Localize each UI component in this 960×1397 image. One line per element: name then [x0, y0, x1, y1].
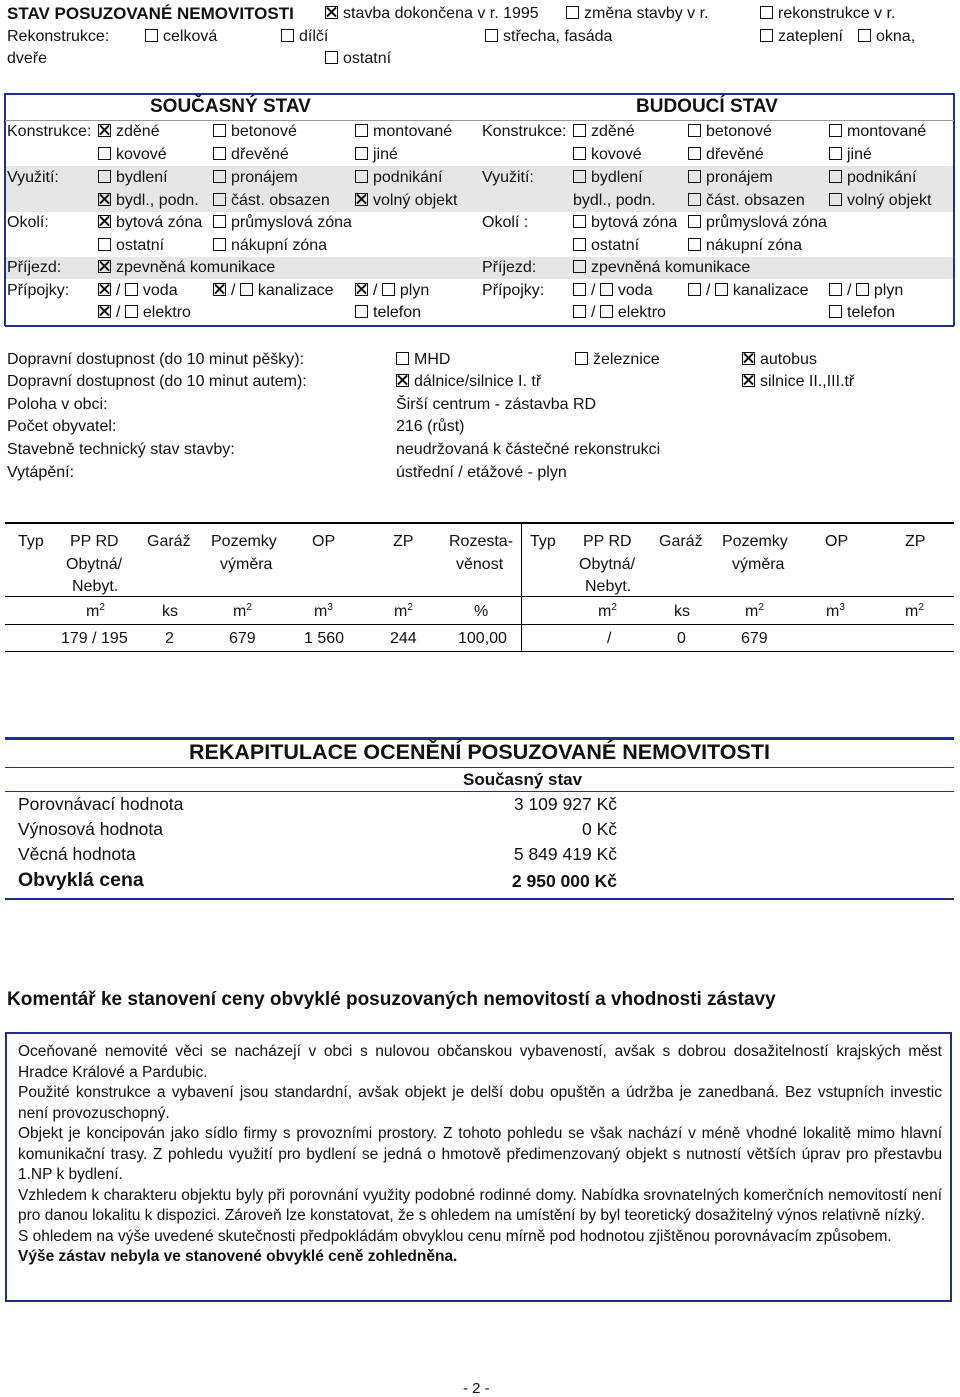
col-pozemky-2: výměra [220, 556, 273, 573]
col-pozemky-2-f: výměra [732, 556, 785, 573]
poloha-value: Širší centrum - zástavba RD [396, 396, 597, 413]
col-zp-f: ZP [905, 533, 926, 550]
col-roz-1: Rozesta- [449, 533, 514, 550]
checkbox-icon [829, 124, 842, 137]
val-zp: 244 [390, 630, 417, 647]
col-pp-3-f: Nebyt. [585, 578, 632, 595]
label: betonové [706, 123, 772, 140]
col-pozemky-1-f: Pozemky [722, 533, 788, 550]
label: zpevněná komunikace [591, 259, 751, 276]
checkbox-icon [573, 215, 586, 228]
checked-box-icon [742, 374, 755, 387]
comment-paragraph: Vzhledem k charakteru objektu byly při porovnání využity podobné rodinné domy. Nabídka srovnatelných komerčních nemovitostí není pro danou lokalitu k dispozici. Zároveň lze konstatovat, že s ohledem na umístění by byl teoretický dosažitelný výnos relativně nízký. [18, 1186, 942, 1224]
checkbox-icon [829, 147, 842, 160]
checkbox-icon [575, 352, 588, 365]
col-typ: Typ [18, 533, 44, 550]
cur-voda[interactable] [98, 282, 178, 300]
label: / [847, 282, 852, 299]
checkbox-icon [573, 147, 586, 160]
cur-bytova[interactable] [98, 214, 202, 232]
col-pozemky-1: Pozemky [211, 533, 277, 550]
label: okna, [876, 28, 916, 45]
fut-jine[interactable] [829, 146, 872, 164]
checkbox-dilci[interactable] [281, 28, 328, 46]
fut-elektro[interactable] [573, 304, 666, 322]
label: dřevěné [706, 146, 764, 163]
label: jiné [847, 146, 872, 163]
label: jiné [373, 146, 398, 163]
checkbox-icon [396, 352, 409, 365]
current-state-header: SOUČASNÝ STAV [150, 96, 311, 117]
prijezd-label: Příjezd: [7, 259, 62, 276]
table-left-border [4, 93, 6, 326]
comment-paragraph: Oceňované nemovité věci se nacházejí v obci s nulovou občanskou vybaveností, avšak s dobrou dosažitelností krajských měst Hradce Králové a Pardubic. [18, 1043, 942, 1081]
label: průmyslová zóna [231, 214, 352, 231]
unit: m [745, 603, 759, 620]
future-state-header: BUDOUCÍ STAV [636, 96, 778, 117]
fut-nakupni[interactable] [688, 237, 802, 255]
val-pozemky-f: 679 [741, 630, 768, 647]
checkbox-icon [829, 305, 842, 318]
unit: m [233, 603, 247, 620]
fut-zpevnena[interactable] [573, 259, 750, 277]
checkbox-zmena[interactable] [566, 5, 709, 23]
fut-bydleni[interactable] [573, 169, 643, 187]
table-top-border [5, 93, 954, 95]
cur-cast-obsazen[interactable] [213, 192, 330, 210]
label: střecha, fasáda [503, 28, 613, 45]
col-garaz: Garáž [147, 533, 191, 550]
cur-ostatni[interactable] [98, 237, 164, 255]
checkbox-icon [688, 238, 701, 251]
label: telefon [373, 304, 422, 321]
col-pp-2: Obytná/ [66, 556, 123, 573]
autem-label: Dopravní dostupnost (do 10 minut autem): [7, 373, 307, 390]
checkbox-dokoncena[interactable] [325, 5, 539, 23]
label: změna stavby v r. [584, 5, 709, 22]
checked-box-icon [98, 193, 111, 206]
cur-zpevnena[interactable] [98, 259, 275, 277]
checkbox-icon [355, 170, 368, 183]
fut-betonove[interactable] [688, 123, 772, 141]
label: bydlení [591, 169, 643, 186]
comment-paragraph: Objekt je koncipován jako sídlo firmy s provozními prostory. Z tohoto pohledu se však nachází v méně vhodné lokalitě mimo hlavní komunikační trasy. Z pohledu využití pro bydlení se jedná o hmotově předimenzovaný objekt s nutností větších úprav pro přestavbu 1.NP k bydlení. [18, 1125, 942, 1183]
recap-row-label-vecna: Věcná hodnota [18, 844, 136, 864]
col-typ-f: Typ [530, 533, 556, 550]
table-bottom-border [5, 325, 954, 327]
col-op: OP [312, 533, 336, 550]
col-op-f: OP [825, 533, 849, 550]
comment-title: Komentář ke stanovení ceny obvyklé posuzovaných nemovitostí a vhodnosti zástavy [7, 989, 776, 1010]
checkbox-celkova[interactable] [145, 28, 217, 46]
vyuziti-label: Využití: [7, 169, 59, 186]
label: / [116, 304, 121, 321]
cur-zdene[interactable] [98, 123, 160, 141]
fut-bydl-podn[interactable] [573, 192, 656, 210]
checkbox-ostatni[interactable] [325, 50, 391, 68]
label: ostatní [116, 237, 165, 254]
checkbox-icon [573, 283, 586, 296]
cur-drevene[interactable] [213, 146, 289, 164]
cur-bydleni[interactable] [98, 169, 168, 187]
col-pp-1-f: PP RD [583, 533, 632, 550]
fut-pronajem[interactable] [688, 169, 773, 187]
recap-row-value-obvykla: 2 950 000 Kč [511, 871, 617, 891]
label: zateplení [778, 28, 843, 45]
label: / [591, 282, 596, 299]
unit-roz: % [474, 603, 489, 620]
label: železnice [593, 351, 660, 368]
unit-garaz: ks [162, 603, 178, 620]
checkbox-icon [688, 215, 701, 228]
checked-box-icon [98, 283, 111, 296]
unit-pp: $m^2$ [86, 602, 105, 620]
fut-montovane[interactable] [829, 123, 926, 141]
col-pp-1: PP RD [70, 533, 119, 550]
label: zpevněná komunikace [116, 259, 276, 276]
label: bydl., podn. [116, 192, 199, 209]
checkbox-icon [760, 29, 773, 42]
checkbox-icon [760, 6, 773, 19]
label: bytová zóna [116, 214, 203, 231]
label: voda [617, 282, 653, 299]
label: bydlení [116, 169, 168, 186]
checked-box-icon [355, 193, 368, 206]
label: kovové [591, 146, 642, 163]
fut-bytova[interactable] [573, 214, 677, 232]
checkbox-icon [856, 283, 869, 296]
label: zděné [116, 123, 160, 140]
dvere-label: dveře [7, 50, 48, 67]
checkbox-icon [600, 283, 613, 296]
label: část. obsazen [231, 192, 330, 209]
vytapeni-label: Vytápění: [7, 464, 75, 481]
pripojky-label-future: Přípojky: [482, 282, 545, 299]
fut-volny[interactable] [829, 192, 932, 210]
unit-pozemky-f: $m^2$ [745, 602, 764, 620]
checkbox-icon [829, 170, 842, 183]
recap-column-header: Současný stav [463, 770, 583, 789]
pesky-label: Dopravní dostupnost (do 10 minut pěšky): [7, 351, 305, 368]
obyvatel-value: 216 (růst) [396, 418, 465, 435]
fut-kanalizace[interactable] [688, 282, 809, 300]
checkbox-icon [355, 305, 368, 318]
label: dílčí [299, 28, 329, 45]
label: nákupní zóna [231, 237, 328, 254]
comment-final: Výše zástav nebyla ve stanovené obvyklé ceně zohledněna. [18, 1248, 458, 1265]
val-pozemky: 679 [229, 630, 256, 647]
label: autobus [760, 351, 817, 368]
comment-paragraph: S ohledem na výše uvedené skutečnosti předpokládám obvyklou cenu mírně pod hodnotou zjištěnou porovnávacím způsobem. [18, 1227, 892, 1245]
unit-pozemky: $m^2$ [233, 602, 252, 620]
checkbox-strecha[interactable] [485, 28, 612, 46]
unit: m [826, 603, 840, 620]
checked-box-icon [98, 260, 111, 273]
label: volný objekt [847, 192, 932, 209]
label: silnice II.,III.tř [760, 373, 855, 390]
checkbox-icon [213, 147, 226, 160]
comment-text [18, 1042, 942, 1268]
label: bytová zóna [591, 214, 678, 231]
label: / [373, 282, 378, 299]
checked-box-icon [396, 374, 409, 387]
label: / [591, 304, 596, 321]
recap-title: REKAPITULACE OCENĚNÍ POSUZOVANÉ NEMOVITOSTI [189, 740, 770, 764]
vyuziti-label-future: Využití: [482, 169, 534, 186]
areas-top-border [5, 522, 954, 524]
checkbox-icon [715, 283, 728, 296]
cur-betonove[interactable] [213, 123, 297, 141]
label: kanalizace [732, 282, 809, 299]
label: telefon [847, 304, 896, 321]
label: podnikání [847, 169, 917, 186]
checkbox-icon [213, 238, 226, 251]
val-garaz: 2 [165, 630, 174, 647]
label: podnikání [373, 169, 443, 186]
stav-value: neudržovaná k částečné rekonstrukci [396, 441, 661, 458]
checkbox-icon [382, 283, 395, 296]
label: stavba dokončena v r. 1995 [343, 5, 539, 22]
label: dřevěné [231, 146, 289, 163]
checked-box-icon [325, 6, 338, 19]
checkbox-icon [213, 193, 226, 206]
val-op: 1 560 [304, 630, 345, 647]
checkbox-icon [145, 29, 158, 42]
cur-kanalizace[interactable] [213, 282, 334, 300]
fut-ostatni[interactable] [573, 237, 639, 255]
konstrukce-label: Konstrukce: [7, 123, 92, 140]
label: celková [163, 28, 218, 45]
pripojky-label: Přípojky: [7, 282, 70, 299]
label: nákupní zóna [706, 237, 803, 254]
label: elektro [617, 304, 666, 321]
col-zp: ZP [393, 533, 414, 550]
checkbox-icon [573, 305, 586, 318]
prijezd-label-future: Příjezd: [482, 259, 537, 276]
recap-row-label-vynosova: Výnosová hodnota [18, 819, 163, 839]
checkbox-icon [858, 29, 871, 42]
checked-box-icon [213, 283, 226, 296]
unit-zp-f: $m^2$ [905, 602, 924, 620]
label: rekonstrukce v r. [778, 5, 896, 22]
label: MHD [414, 351, 451, 368]
recap-bottom-border [5, 898, 954, 900]
label: elektro [142, 304, 191, 321]
label: dálnice/silnice I. tř [414, 373, 542, 390]
fut-drevene[interactable] [688, 146, 764, 164]
checkbox-icon [566, 6, 579, 19]
label: montované [847, 123, 927, 140]
checked-box-icon [98, 124, 111, 137]
checkbox-icon [325, 51, 338, 64]
unit: m [394, 603, 408, 620]
fut-telefon[interactable] [829, 304, 895, 322]
table-right-border [953, 93, 955, 326]
label: pronájem [231, 169, 298, 186]
label: bydl., podn. [573, 192, 656, 209]
areas-header-border [5, 596, 954, 597]
fut-plyn[interactable] [829, 282, 903, 300]
label: pronájem [706, 169, 773, 186]
cur-volny[interactable] [355, 192, 458, 210]
checkbox-icon [688, 147, 701, 160]
label: plyn [873, 282, 904, 299]
label: plyn [399, 282, 430, 299]
val-garaz-f: 0 [677, 630, 686, 647]
checkbox-icon [829, 283, 842, 296]
checkbox-icon [688, 124, 701, 137]
unit-pp-f: $m^2$ [598, 602, 617, 620]
checkbox-icon [125, 305, 138, 318]
vytapeni-value: ústřední / etážové - plyn [396, 464, 567, 481]
cur-nakupni[interactable] [213, 237, 327, 255]
checkbox-icon [125, 283, 138, 296]
label: kanalizace [257, 282, 334, 299]
checkbox-rekonstrukce-v-r[interactable] [760, 5, 895, 23]
fut-podnikani[interactable] [829, 169, 916, 187]
stav-label: Stavebně technický stav stavby: [7, 441, 235, 458]
checked-box-icon [98, 215, 111, 228]
checkbox-icon [573, 238, 586, 251]
recap-row-value-vecna: 5 849 419 Kč [513, 844, 617, 864]
recap-row-label-obvykla: Obvyklá cena [18, 869, 144, 891]
zeleznice-checkbox[interactable] [575, 351, 660, 369]
checkbox-icon [573, 260, 586, 273]
checked-box-icon [355, 283, 368, 296]
checkbox-icon [98, 238, 111, 251]
areas-bottom-border [5, 651, 954, 652]
unit: m [598, 603, 612, 620]
cur-kovove[interactable] [98, 146, 167, 164]
label: průmyslová zóna [706, 214, 827, 231]
val-roz: 100,00 [458, 630, 507, 647]
poloha-label: Poloha v obci: [7, 396, 108, 413]
col-pp-3: Nebyt. [72, 578, 119, 595]
cur-montovane[interactable] [355, 123, 452, 141]
areas-separator [521, 522, 522, 651]
unit-garaz-f: ks [674, 603, 690, 620]
fut-voda[interactable] [573, 282, 653, 300]
cur-bydl-podn[interactable] [98, 192, 199, 210]
recap-row-value-vynosova: 0 Kč [581, 819, 617, 839]
checkbox-icon [688, 170, 701, 183]
obyvatel-label: Počet obyvatel: [7, 418, 117, 435]
recap-col-border [5, 791, 954, 792]
silnice-checkbox[interactable] [742, 373, 854, 391]
cur-prumyslova[interactable] [213, 214, 352, 232]
cur-telefon[interactable] [355, 304, 421, 322]
label: / [706, 282, 711, 299]
checkbox-icon [355, 147, 368, 160]
label: montované [373, 123, 453, 140]
cur-pronajem[interactable] [213, 169, 298, 187]
checkbox-icon [240, 283, 253, 296]
label: část. obsazen [706, 192, 805, 209]
checkbox-icon [281, 29, 294, 42]
checkbox-icon [600, 305, 613, 318]
col-garaz-f: Garáž [659, 533, 703, 550]
checkbox-icon [573, 124, 586, 137]
checkbox-zatepleni[interactable] [760, 28, 843, 46]
unit-op-f: $m^3$ [826, 602, 845, 620]
checkbox-icon [829, 193, 842, 206]
recap-row-value-porovnavaci: 3 109 927 Kč [513, 794, 617, 814]
unit: m [905, 603, 919, 620]
val-pp-f: / [607, 630, 612, 647]
unit: m [86, 603, 100, 620]
checked-box-icon [98, 305, 111, 318]
fut-cast-obsazen[interactable] [688, 192, 805, 210]
checkbox-icon [98, 147, 111, 160]
checkbox-icon [485, 29, 498, 42]
checkbox-icon [573, 170, 586, 183]
checkbox-icon [213, 170, 226, 183]
fut-prumyslova[interactable] [688, 214, 827, 232]
label: kovové [116, 146, 167, 163]
checkbox-icon [355, 124, 368, 137]
rekonstrukce-label: Rekonstrukce: [7, 28, 110, 45]
cur-plyn[interactable] [355, 282, 429, 300]
fut-zdene[interactable] [573, 123, 635, 141]
unit-op: $m^3$ [314, 602, 333, 620]
checkbox-icon [98, 170, 111, 183]
label: zděné [591, 123, 635, 140]
recap-title-border [5, 767, 954, 768]
cur-elektro[interactable] [98, 304, 191, 322]
mhd-checkbox[interactable] [396, 351, 450, 369]
checkbox-icon [688, 283, 701, 296]
label: betonové [231, 123, 297, 140]
okoli-label: Okolí: [7, 214, 49, 231]
cur-jine[interactable] [355, 146, 398, 164]
col-pp-2-f: Obytná/ [579, 556, 636, 573]
cur-podnikani[interactable] [355, 169, 442, 187]
label: / [116, 282, 121, 299]
unit-zp: $m^2$ [394, 602, 413, 620]
col-roz-2: věnost [456, 556, 504, 573]
label: voda [142, 282, 178, 299]
recap-row-label-porovnavaci: Porovnávací hodnota [18, 794, 184, 814]
konstrukce-label-future: Konstrukce: [482, 123, 567, 140]
divider [5, 120, 954, 121]
fut-kovove[interactable] [573, 146, 642, 164]
checkbox-icon [213, 124, 226, 137]
label: / [231, 282, 236, 299]
label: ostatní [591, 237, 640, 254]
comment-paragraph: Použité konstrukce a vybavení jsou standardní, avšak objekt je delší dobu opuštěn a údržba je zanedbaná. Bez vstupních investic není provozuschopný. [18, 1084, 942, 1122]
checkbox-okna[interactable] [858, 28, 915, 46]
checked-box-icon [742, 352, 755, 365]
page-number: - 2 - [463, 1380, 490, 1397]
dalnice-checkbox[interactable] [396, 373, 541, 391]
checkbox-icon [688, 193, 701, 206]
autobus-checkbox[interactable] [742, 351, 817, 369]
label: volný objekt [373, 192, 458, 209]
label: ostatní [343, 50, 392, 67]
unit: m [314, 603, 328, 620]
val-pp: 179 / 195 [61, 630, 128, 647]
checkbox-icon [213, 215, 226, 228]
okoli-label-future: Okolí : [482, 214, 529, 231]
areas-unit-border [5, 624, 954, 625]
section-title: STAV POSUZOVANÉ NEMOVITOSTI [7, 4, 294, 23]
